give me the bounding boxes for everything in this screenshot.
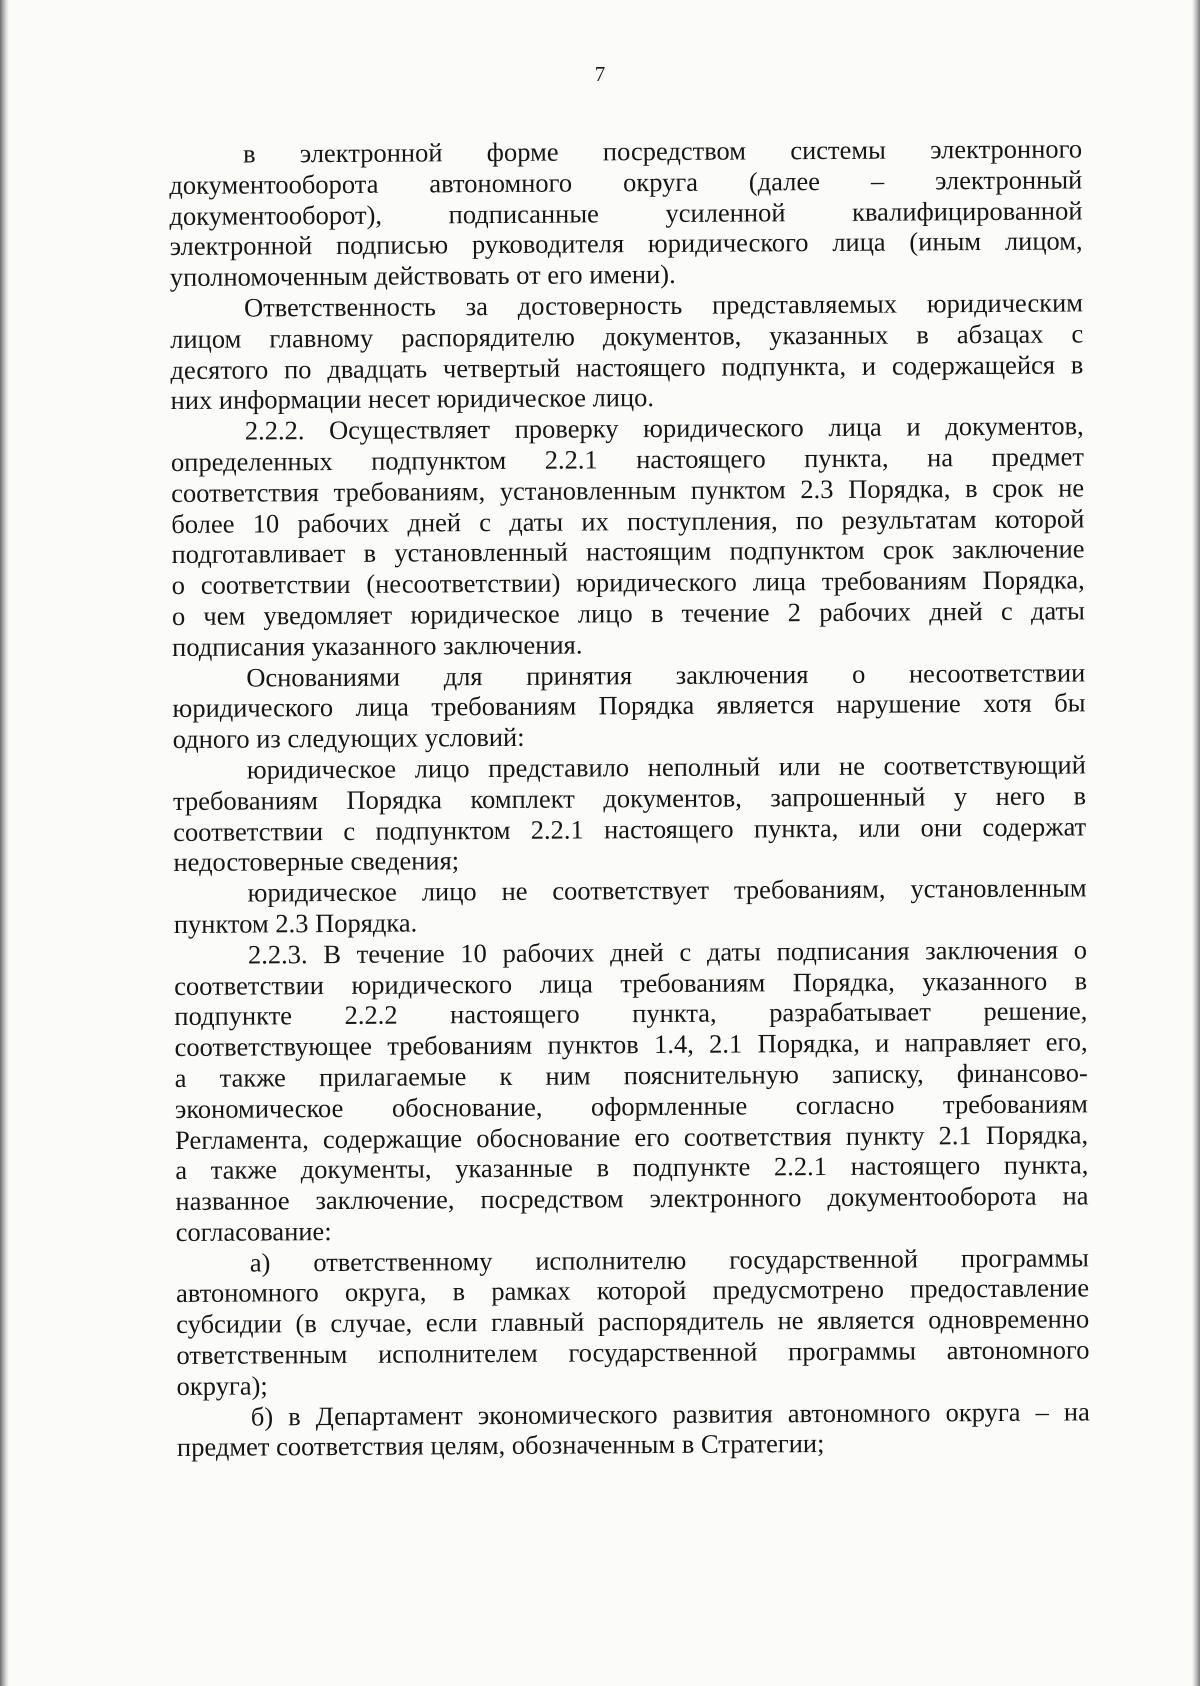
text-line: соответствия требованиям, установленным пунктом 2.3 Порядка, в срок не bbox=[171, 472, 1085, 508]
text-line: соответствии юридического лица требованиям Порядка, указанного в bbox=[174, 964, 1088, 1001]
text-line: одного из следующих условий: bbox=[172, 721, 525, 755]
text-line: Ответственность за достоверность представляемых юридическим bbox=[243, 287, 1084, 323]
text-line: подготавливает в установленный настоящим подпунктом срок заключение bbox=[171, 533, 1085, 570]
text-line: названное заключение, посредством электронного документооборота на bbox=[175, 1180, 1089, 1217]
text-line: десятого по двадцать четвертый настоящего подпункта, и содержащейся в bbox=[170, 348, 1084, 385]
text-line: более 10 рабочих дней с даты их поступления, по результатам которой bbox=[171, 502, 1085, 539]
text-line: юридическое лицо не соответствует требованиям, установленным bbox=[247, 872, 1087, 908]
document-body bbox=[169, 133, 1090, 1463]
text-line: в электронной форме посредством системы электронного bbox=[242, 133, 1083, 169]
text-line: ответственным исполнителем государственной программы автономного bbox=[176, 1334, 1090, 1371]
text-line: 2.2.3. В течение 10 рабочих дней с даты подписания заключения о bbox=[247, 934, 1088, 970]
paragraph bbox=[176, 1242, 1090, 1402]
text-line: Регламента, содержащие обоснование его соответствия пункту 2.1 Порядка, bbox=[175, 1118, 1089, 1155]
text-line: а) ответственному исполнителю государственной программы bbox=[249, 1242, 1089, 1278]
text-line: автономного округа, в рамках которой предусмотрено предоставление bbox=[175, 1272, 1090, 1309]
text-line: электронной подписью руководителя юридического лица (иным лицом, bbox=[169, 225, 1083, 262]
text-line: о соответствии (несоответствии) юридического лица требованиям Порядка, bbox=[171, 564, 1085, 601]
text-line: о чем уведомляет юридическое лицо в течение 2 рабочих дней с даты bbox=[171, 595, 1085, 631]
paragraph bbox=[172, 657, 1086, 755]
text-line: пунктом 2.3 Порядка. bbox=[173, 907, 418, 939]
text-line: 2.2.2. Осуществляет проверку юридического лица и документов, bbox=[244, 410, 1084, 446]
text-line: округа); bbox=[176, 1370, 268, 1401]
text-line: подпункте 2.2.2 настоящего пункта, разрабатывает решение, bbox=[174, 995, 1088, 1032]
text-line: б) в Департамент экономического развития автономного округа – на bbox=[250, 1396, 1090, 1432]
paragraph bbox=[171, 411, 1085, 663]
text-line: лицом главному распорядителю документов, указанных в абзацах с bbox=[170, 318, 1084, 354]
text-line: документооборот), подписанные усиленной квалифицированной bbox=[169, 195, 1083, 231]
text-line: субсидии (в случае, если главный распорядитель не является одновременно bbox=[176, 1303, 1090, 1340]
text-line: предмет соответствия целям, обозначенным в Стратегии; bbox=[176, 1428, 825, 1463]
paragraph bbox=[173, 749, 1087, 878]
text-line: Основаниями для принятия заключения о несоответствии bbox=[246, 656, 1086, 693]
page-number: 7 bbox=[594, 62, 606, 86]
paragraph bbox=[174, 934, 1089, 1248]
text-line: экономическое обоснование, оформленные согласно требованиям bbox=[174, 1088, 1088, 1124]
text-line: определенных подпунктом 2.2.1 настоящего пункта, на предмет bbox=[170, 441, 1085, 477]
scan-edge-left bbox=[0, 0, 9, 1686]
text-line: юридическое лицо представило неполный или не соответствующий bbox=[246, 749, 1086, 785]
text-line: а также документы, указанные в подпункте 2.2.1 настоящего пункта, bbox=[175, 1149, 1089, 1186]
text-line: соответствии с подпунктом 2.2.1 настоящего пункта, или они содержат bbox=[173, 810, 1087, 847]
text-line: подписания указанного заключения. bbox=[172, 629, 583, 662]
text-line: документооборота автономного округа (далее – электронный bbox=[169, 164, 1083, 200]
text-line: требованиям Порядка комплект документов, запрошенный у него в bbox=[172, 780, 1087, 816]
text-line: а также прилагаемые к ним пояснительную записку, финансово- bbox=[174, 1057, 1088, 1093]
paragraph bbox=[174, 873, 1087, 940]
text-line: согласование: bbox=[175, 1215, 332, 1247]
text-line: соответствующее требованиям пунктов 1.4, 2.1 Порядка, и направляет его, bbox=[174, 1026, 1088, 1063]
scan-edge-right bbox=[1192, 0, 1200, 1686]
text-line: недостоверные сведения; bbox=[173, 845, 460, 878]
paragraph bbox=[177, 1396, 1090, 1463]
text-line: них информации несет юридическое лицо. bbox=[170, 382, 655, 416]
paragraph bbox=[169, 133, 1083, 293]
text-line: юридического лица требованиям Порядка является нарушение хотя бы bbox=[172, 687, 1086, 724]
paragraph bbox=[170, 287, 1084, 416]
text-line: уполномоченным действовать от его имени). bbox=[169, 259, 676, 293]
